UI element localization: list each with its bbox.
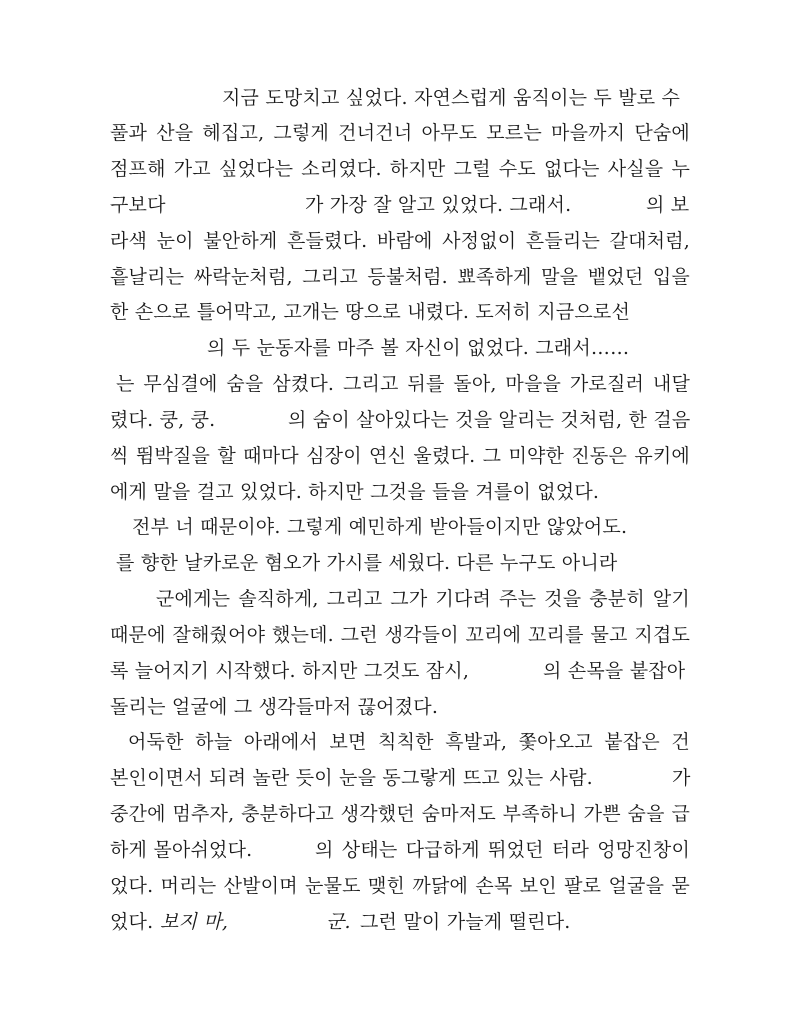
text-line-10b: 의 숨이 살아있다는 것을 알리는 것처럼, 한 걸음 <box>288 409 691 431</box>
text-line-20b: 가 <box>672 767 691 789</box>
text-line-21: 중간에 멈추자, 충분하다고 생각했던 숨마저도 부족하니 가쁜 숨을 급 <box>110 803 690 825</box>
text-line-14: 를 향한 날카로운 혐오가 가시를 세웠다. 다른 누구도 아니라 <box>116 552 618 574</box>
text-line-24b: 그런 말이 가늘게 떨린다. <box>360 911 571 933</box>
text-line-12: 에게 말을 걸고 있었다. 하지만 그것을 들을 겨를이 없었다. <box>110 481 600 503</box>
text-line-4b: 가 가장 잘 알고 있었다. 그래서. <box>305 194 572 216</box>
text-line-24-italic-quote: 보지 마, <box>160 911 229 933</box>
text-line-7: 한 손으로 틀어막고, 고개는 땅으로 내렸다. 도저히 지금으로선 <box>110 301 631 323</box>
text-line-22b: 의 상태는 다급하게 뛰었던 터라 엉망진창이 <box>315 839 690 861</box>
text-line-11: 씩 뜀박질을 할 때마다 심장이 연신 울렸다. 그 미약한 진동은 유키에 <box>110 445 690 467</box>
text-line-9: 는 무심결에 숨을 삼켰다. 그리고 뒤를 돌아, 마을을 가로질러 내달 <box>116 373 690 395</box>
text-line-23: 었다. 머리는 산발이며 눈물도 맺힌 까닭에 손목 보인 팔로 얼굴을 묻 <box>110 875 690 897</box>
text-line-15: 군에게는 솔직하게, 그리고 그가 기다려 주는 것을 충분히 알기 <box>156 588 690 610</box>
text-line-17b: 의 손목을 붙잡아 <box>543 660 686 682</box>
text-line-13: 전부 너 때문이야. 그렇게 예민하게 받아들이지만 않았어도. <box>132 516 628 538</box>
text-line-17a: 록 늘어지기 시작했다. 하지만 그것도 잠시, <box>110 660 470 682</box>
text-line-18: 돌리는 얼굴에 그 생각들마저 끊어졌다. <box>110 696 439 718</box>
text-line-3: 점프해 가고 싶었다는 소리였다. 하지만 그럴 수도 없다는 사실을 누 <box>110 158 690 180</box>
text-line-19: 어둑한 하늘 아래에서 보면 칙칙한 흑발과, 쫓아오고 붙잡은 건 <box>128 731 690 753</box>
text-line-1: 지금 도망치고 싶었다. 자연스럽게 움직이는 두 발로 수 <box>222 87 681 109</box>
text-line-24a: 었다. <box>110 911 154 933</box>
text-line-16: 때문에 잘해줬어야 했는데. 그런 생각들이 꼬리에 꼬리를 물고 지겹도 <box>110 624 690 646</box>
text-line-22a: 하게 몰아쉬었다. <box>110 839 253 861</box>
text-line-10a: 렸다. 쿵, 쿵. <box>110 409 216 431</box>
text-line-24-italic-suffix: 군. <box>326 911 351 933</box>
text-line-6: 흩날리는 싸락눈처럼, 그리고 등불처럼. 뾰족하게 말을 뱉었던 입을 <box>110 266 690 288</box>
text-line-2: 풀과 산을 헤집고, 그렇게 건너건너 아무도 모르는 마을까지 단숨에 <box>110 122 690 144</box>
text-line-4c: 의 보 <box>646 194 690 216</box>
text-line-20a: 본인이면서 되려 놀란 듯이 눈을 동그랗게 뜨고 있는 사람. <box>110 767 593 789</box>
text-line-4a: 구보다 <box>110 194 166 216</box>
text-line-8: 의 두 눈동자를 마주 볼 자신이 없었다. 그래서…… <box>207 337 630 359</box>
text-line-5: 라색 눈이 불안하게 흔들렸다. 바람에 사정없이 흔들리는 갈대처럼, <box>110 230 690 252</box>
